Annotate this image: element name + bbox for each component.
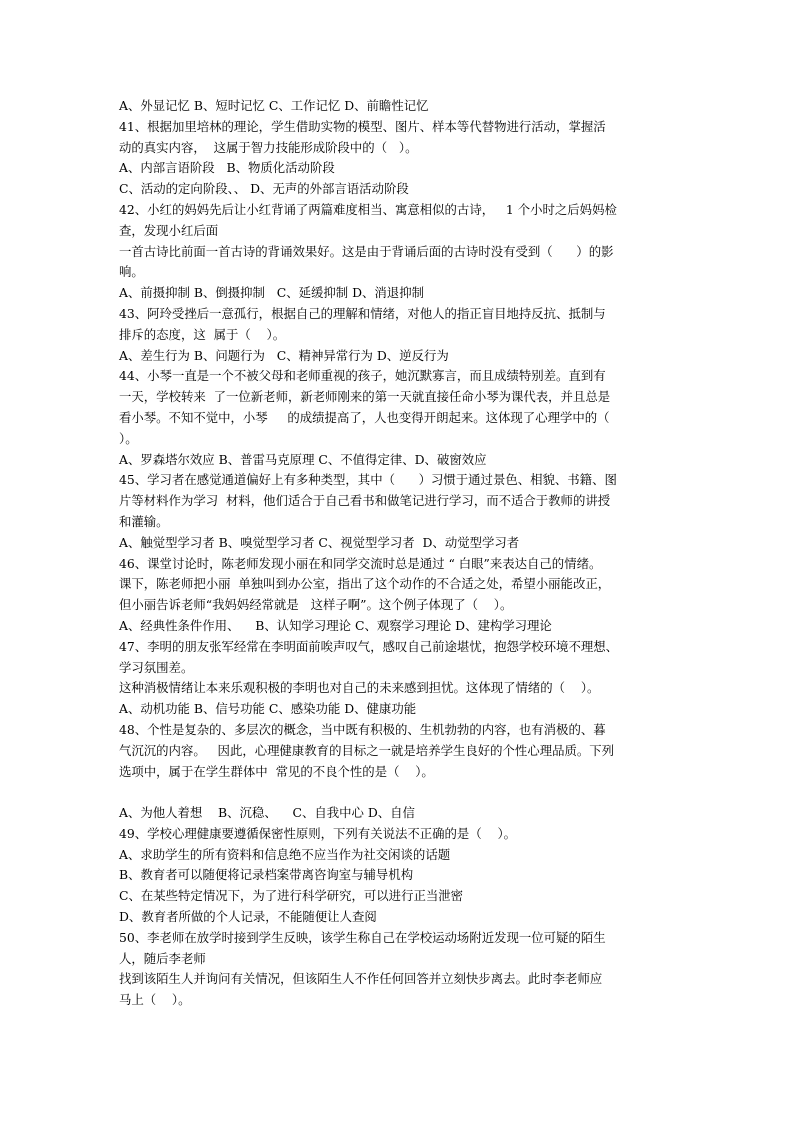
question-43-line-2: 排斥的态度，这 属于（ ）。 — [119, 326, 286, 342]
text-line: A、外显记忆 B、短时记忆 C、工作记忆 D、前瞻性记忆 — [119, 98, 429, 113]
question-43-line-1: 43、阿玲受挫后一意孤行，根据自己的理解和情绪，对他人的指正盲目地持反抗、抵制与 — [119, 305, 606, 321]
question-45-line-1: 45、学习者在感觉通道偏好上有多种类型，其中（ ）习惯于通过景色、相貌、书籍、图 — [119, 472, 617, 488]
question-50-line-2: 人，随后李老师 — [119, 950, 206, 966]
question-46-line-1: 46、课堂讨论时，陈老师发现小丽在和同学交流时总是通过 “ 白眼”来表达自己的情绪。 — [119, 555, 602, 571]
question-46-line-2: 课下，陈老师把小丽 单独叫到办公室，指出了这个动作的不合适之处，希望小丽能改正， — [119, 576, 611, 592]
question-50-line-3: 找到该陌生人并询问有关情况，但该陌生人不作任何回答并立刻快步离去。此时李老师应 — [119, 971, 603, 987]
question-41-options-2: C、活动的定向阶段、、 D、无声的外部言语活动阶段 — [119, 181, 409, 197]
question-48-line-1: 48、个性是复杂的、多层次的概念，当中既有积极的、生机勃勃的内容，也有消极的、暮 — [119, 721, 606, 737]
question-49-option-a: A、求助学生的所有资料和信息绝不应当作为社交闲谈的话题 — [119, 846, 451, 862]
question-44-line-4: ）。 — [119, 430, 138, 446]
question-48-line-2: 气沉沉的内容。 因此，心理健康教育的目标之一就是培养学生良好的个性心理品质。下列 — [119, 742, 615, 758]
question-47-line-3: 这种消极情绪让本来乐观积极的李明也对自己的未来感到担忧。这体现了情绪的（ ）。 — [119, 680, 600, 696]
question-41-options-1: A、内部言语阶段 B、物质化活动阶段 — [119, 160, 335, 176]
question-42-line-2: 查，发现小红后面 — [119, 222, 219, 238]
question-50-line-1: 50、李老师在放学时接到学生反映，该学生称自己在学校运动场附近发现一位可疑的陌生 — [119, 929, 606, 945]
question-47-line-2: 学习氛围差。 — [119, 659, 194, 675]
question-42-line-1: 42、小红的妈妈先后让小红背诵了两篇难度相当、寓意相似的古诗， 1 个小时之后妈妈检 — [119, 201, 617, 217]
question-41-line-2: 动的真实内容， 这属于智力技能形成阶段中的（ ）。 — [119, 139, 418, 155]
question-44-line-2: 一天，学校转来 了一位新老师，新老师刚来的第一天就直接任命小琴为课代表，并且总是 — [119, 389, 611, 405]
question-46-line-3: 但小丽告诉老师“我妈妈经常就是 这样子啊”。这个例子体现了（ ）。 — [119, 597, 513, 613]
question-42-options: A、前摄抑制 B、倒摄抑制 C、延缓抑制 D、消退抑制 — [119, 285, 424, 301]
question-47-line-1: 47、李明的朋友张军经常在李明面前唉声叹气，感叹自己前途堪忧，抱怨学校环境不理想、 — [119, 638, 619, 654]
question-43-options: A、差生行为 B、问题行为 C、精神异常行为 D、逆反行为 — [119, 347, 449, 363]
question-48-line-3: 选项中，属于在学生群体中 常见的不良个性的是（ ）。 — [119, 763, 434, 779]
question-42-line-3: 一首古诗比前面一首古诗的背诵效果好。这是由于背诵后面的古诗时没有受到（ ）的影 — [119, 243, 614, 259]
question-47-options: A、动机功能 B、信号功能 C、感染功能 D、健康功能 — [119, 701, 417, 717]
question-45-line-2: 片等材料作为学习 材料，他们适合于自己看书和做笔记进行学习，而不适合于教师的讲授 — [119, 493, 611, 509]
question-50-line-4: 马上（ ）。 — [119, 992, 191, 1008]
question-46-options: A、经典性条件作用、 B、认知学习理论 C、观察学习理论 D、建构学习理论 — [119, 617, 552, 633]
question-44-line-1: 44、小琴一直是一个不被父母和老师重视的孩子，她沉默寡言，而且成绩特别差。直到有 — [119, 368, 606, 384]
question-48-options: A、为他人着想 B、沉稳、 C、自我中心 D、自信 — [119, 805, 415, 821]
blank-line — [119, 782, 679, 803]
question-45-options: A、触觉型学习者 B、嗅觉型学习者 C、视觉型学习者 D、动觉型学习者 — [119, 534, 520, 550]
question-49-option-b: B、教育者可以随便将记录档案带离咨询室与辅导机构 — [119, 867, 414, 883]
question-45-line-3: 和灌输。 — [119, 513, 169, 529]
question-41-line-1: 41、根据加里培林的理论，学生借助实物的模型、图片、样本等代替物进行活动，掌握活 — [119, 118, 606, 134]
question-49-option-d: D、教育者所做的个人记录，不能随便让人查阅 — [119, 909, 377, 925]
question-text-block — [119, 96, 679, 1011]
question-44-line-3: 看小琴。不知不觉中，小琴 的成绩提高了，人也变得开朗起来。这体现了心理学中的（ — [119, 409, 610, 425]
question-44-options: A、罗森塔尔效应 B、普雷马克原理 C、不值得定律、D、破窗效应 — [119, 451, 487, 467]
question-49-line-1: 49、学校心理健康要遵循保密性原则，下列有关说法不正确的是（ ）。 — [119, 825, 517, 841]
question-42-line-4: 响。 — [119, 264, 144, 280]
question-49-option-c: C、在某些特定情况下，为了进行科学研究，可以进行正当泄密 — [119, 888, 464, 904]
